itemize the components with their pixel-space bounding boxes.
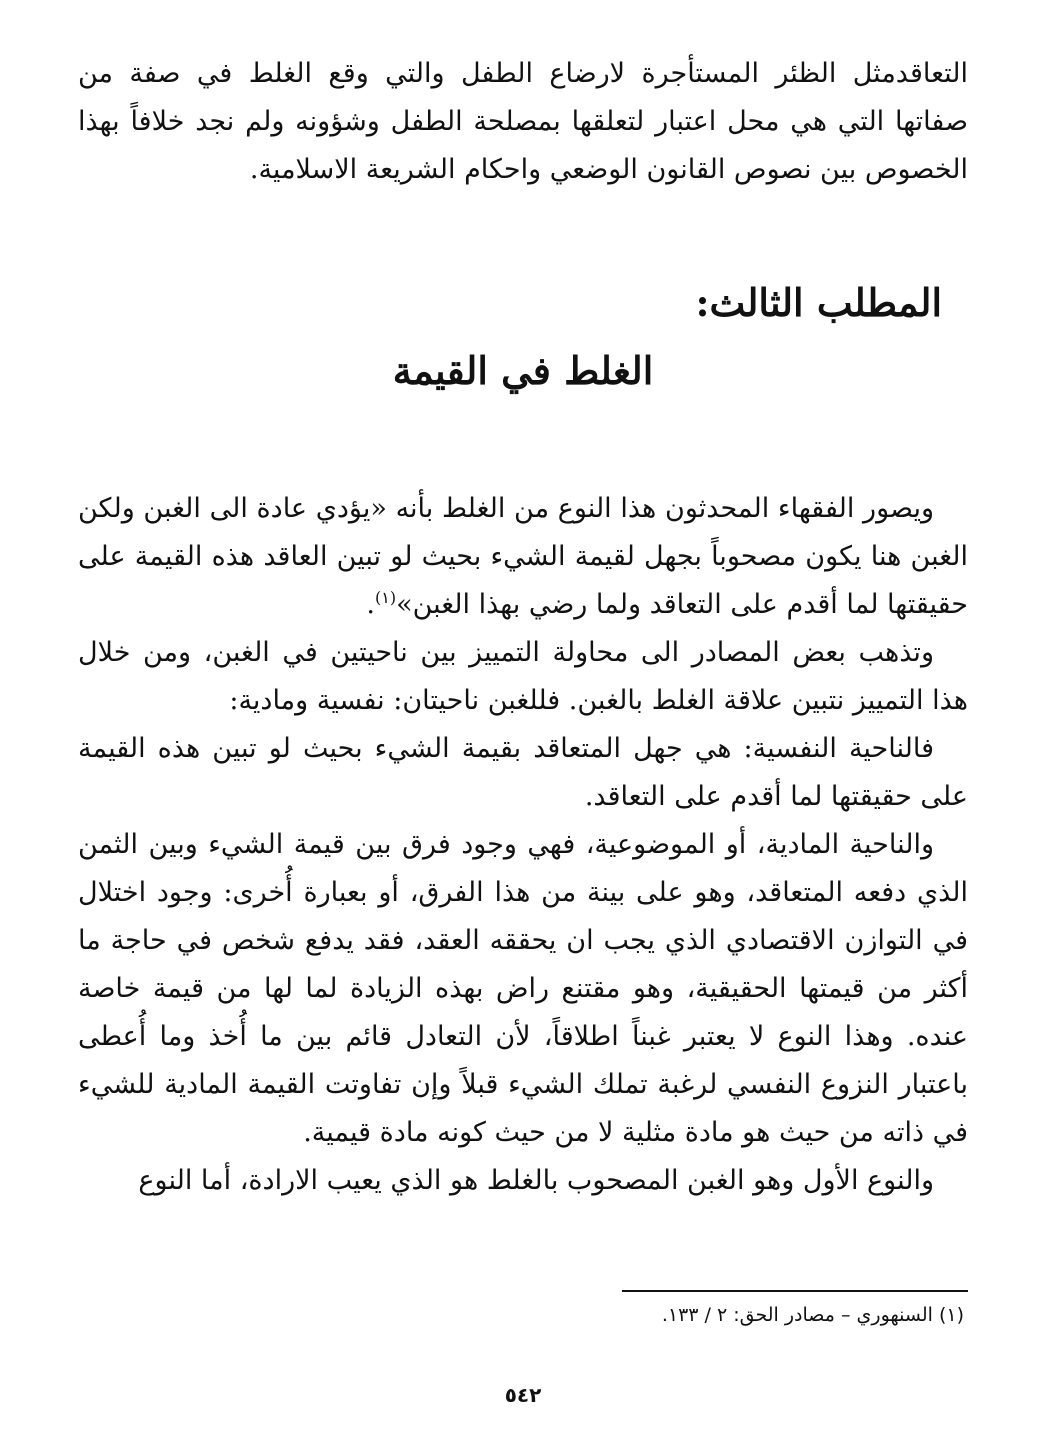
paragraph-4: والناحية المادية، أو الموضوعية، فهي وجود فرق بين قيمة الشيء وبين الثمن الذي دفعه المتعاقد، وهو على بينة من هذا الفرق، أو بعبارة أُخرى: وجود اختلال في التوازن الاقتصادي الذي يجب ان يحققه العقد، فقد يدفع شخص في حاجة ما أكثر من قيمتها الحقيقية، وهو مقتنع راض بهذه الزيادة لما لها من قيمة خاصة عنده. وهذا النوع لا يعتبر غبناً اطلاقاً، لأن التعادل قائم بين ما أُخذ وما أُعطى باعتبار النزوع النفسي لرغبة تملك الشيء قبلاً وإن تفاوتت القيمة المادية للشيء في ذاته من حيث هو مادة مثلية لا من حيث كونه مادة قيمية. [78, 829, 968, 1148]
section-label: المطلب الثالث: [695, 280, 942, 325]
paragraph-2: وتذهب بعض المصادر الى محاولة التمييز بين ناحيتين في الغبن، ومن خلال هذا التمييز نتبين علاقة الغلط بالغبن. فللغبن ناحيتان: نفسية ومادية: [78, 637, 968, 716]
paragraph-1 [78, 485, 968, 629]
paragraph-5: والنوع الأول وهو الغبن المصحوب بالغلط هو الذي يعيب الارادة، أما النوع [138, 1165, 934, 1196]
page-number: ٥٤٢ [504, 1383, 542, 1407]
intro-block [78, 50, 968, 194]
paragraph-1-end: . [366, 589, 375, 620]
intro-paragraph: التعاقدمثل الظئر المستأجرة لارضاع الطفل والتي وقع الغلط في صفة من صفاتها التي هي محل اعتبار لتعلقها بمصلحة الطفل وشؤونه ولم نجد خلافاً بهذا الخصوص بين نصوص القانون الوضعي واحكام الشريعة الاسلامية. [78, 58, 968, 185]
footnote-reference[interactable]: (١) [374, 588, 397, 607]
section-title: الغلط في القيمة [392, 348, 654, 393]
footnote-divider [622, 1290, 968, 1292]
body-text [78, 485, 968, 1205]
footnote: (١) السنهوري – مصادر الحق: ٢ / ١٣٣. [661, 1304, 964, 1326]
paragraph-3: فالناحية النفسية: هي جهل المتعاقد بقيمة الشيء بحيث لو تبين هذه القيمة على حقيقتها لما أقدم على التعاقد. [78, 733, 968, 812]
paragraph-1-text: ويصور الفقهاء المحدثون هذا النوع من الغلط بأنه «يؤدي عادة الى الغبن ولكن الغبن هنا يكون مصحوباً بجهل لقيمة الشيء بحيث لو تبين العاقد هذه القيمة على حقيقتها لما أقدم على التعاقد ولما رضي بهذا الغبن» [78, 493, 968, 620]
